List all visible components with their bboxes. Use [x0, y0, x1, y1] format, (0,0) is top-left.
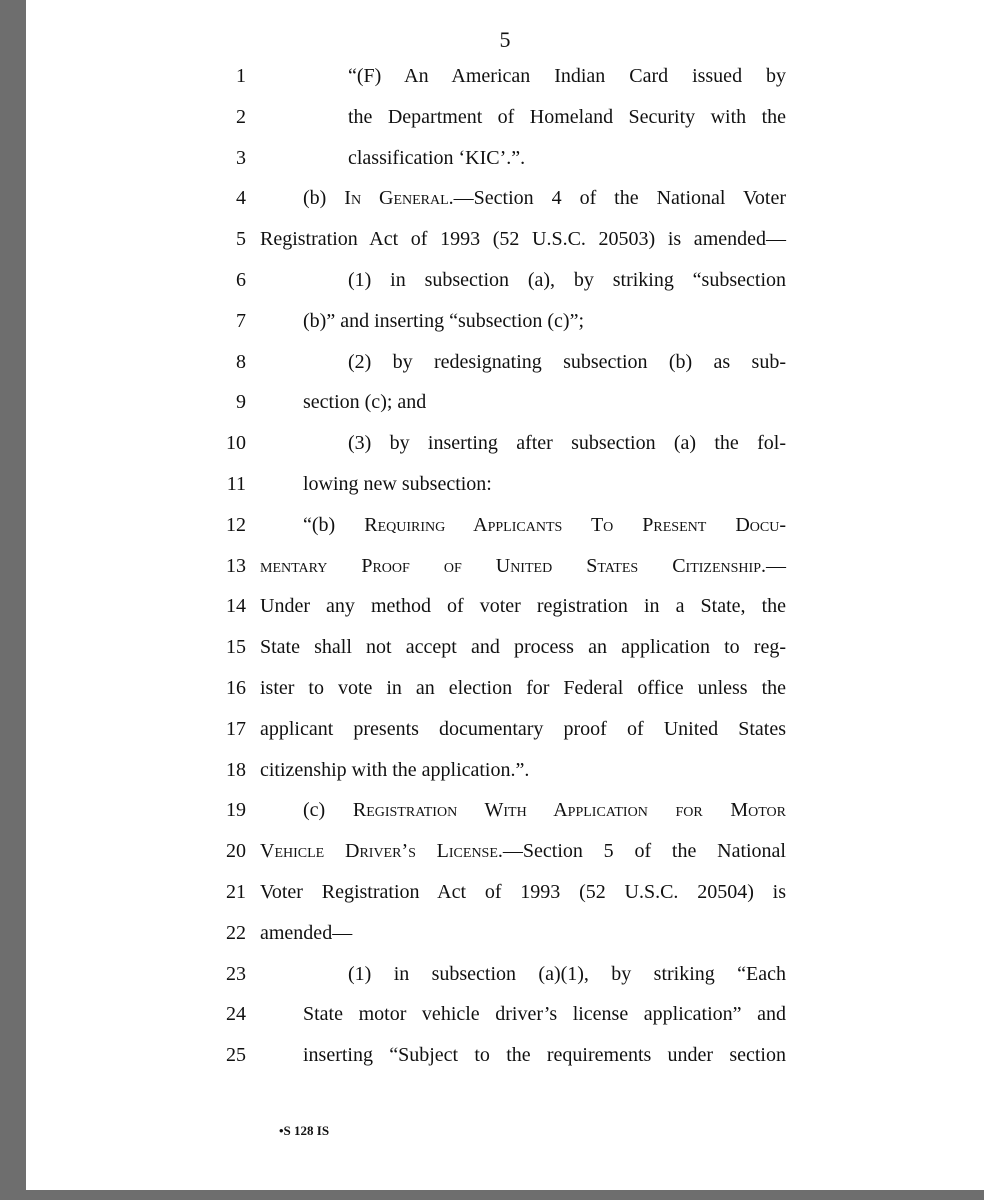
- line-number: 17: [226, 717, 246, 740]
- line-text: State shall not accept and process an application to reg-: [260, 636, 786, 659]
- bill-identifier: •S 128 IS: [279, 1123, 330, 1138]
- bill-line: [0, 878, 984, 919]
- bill-line: [0, 1000, 984, 1041]
- line-number: 22: [226, 921, 246, 944]
- bill-line: [0, 103, 984, 144]
- line-number: 19: [226, 799, 246, 822]
- subsection-heading: In General.: [344, 187, 454, 210]
- line-number: 6: [236, 268, 246, 291]
- line-text: classification ‘KIC’.”.: [348, 146, 526, 169]
- line-text-tail: —Section 4 of the National Voter: [453, 187, 786, 210]
- line-number: 14: [226, 595, 246, 618]
- viewer-frame-bottom: [0, 1190, 984, 1200]
- line-number: 4: [236, 187, 246, 210]
- line-text: inserting “Subject to the requirements under section: [303, 1044, 786, 1067]
- line-number: 16: [226, 676, 246, 699]
- line-text-tail: —: [766, 554, 786, 577]
- line-number: 1: [236, 65, 246, 87]
- subsection-marker: (c): [303, 799, 353, 822]
- line-text: Under any method of voter registration in a State, the: [260, 595, 786, 618]
- line-number: 10: [226, 432, 246, 455]
- bill-line: [0, 592, 984, 633]
- bill-line: [0, 756, 984, 797]
- line-number: 23: [226, 962, 246, 985]
- line-text: (2) by redesignating subsection (b) as sub-: [348, 350, 786, 373]
- page-number: 5: [499, 27, 511, 52]
- bill-line: [0, 388, 984, 429]
- line-text: amended—: [260, 921, 353, 944]
- subsection-heading: Requiring Applicants To Present Docu-: [364, 513, 786, 536]
- bill-line: [0, 62, 984, 103]
- subsection-heading: Registration With Application for Motor: [352, 799, 786, 822]
- bill-line: [0, 919, 984, 960]
- subsection-heading: Vehicle Driver’s License.: [260, 840, 503, 863]
- subsection-heading: mentary Proof of United States Citizenship.: [260, 554, 766, 577]
- subsection-marker: (b): [303, 187, 345, 210]
- line-text: [303, 796, 786, 824]
- line-text: citizenship with the application.”.: [260, 758, 530, 781]
- bill-line: [0, 796, 984, 837]
- line-text: (b)” and inserting “subsection (c)”;: [303, 309, 585, 332]
- line-text: Registration Act of 1993 (52 U.S.C. 20503) is amended—: [260, 228, 786, 251]
- bill-line: [0, 429, 984, 470]
- bill-text: [0, 62, 984, 1082]
- bill-line: [0, 633, 984, 674]
- line-number: 8: [236, 350, 246, 373]
- line-number: 3: [236, 146, 246, 169]
- bill-line: [0, 1041, 984, 1082]
- bill-line: [0, 470, 984, 511]
- bill-line: [0, 511, 984, 552]
- line-text: (1) in subsection (a)(1), by striking “Each: [348, 962, 786, 985]
- line-number: 2: [236, 105, 246, 128]
- line-number: 9: [236, 391, 246, 414]
- line-text: Voter Registration Act of 1993 (52 U.S.C. 20504) is: [260, 880, 786, 903]
- line-number: 21: [226, 880, 246, 903]
- bill-line: [0, 837, 984, 878]
- line-text: section (c); and: [303, 391, 427, 414]
- line-text: “(F) An American Indian Card issued by: [348, 65, 786, 87]
- bill-line: [0, 307, 984, 348]
- line-text: [260, 552, 786, 580]
- bill-line: [0, 552, 984, 593]
- line-number: 18: [226, 758, 246, 781]
- bill-line: [0, 715, 984, 756]
- line-number: 5: [236, 228, 246, 251]
- line-number: 7: [236, 309, 246, 332]
- bill-line: [0, 348, 984, 389]
- line-text: applicant presents documentary proof of United States: [260, 717, 786, 740]
- bill-line: [0, 225, 984, 266]
- line-text: State motor vehicle driver’s license application” and: [303, 1003, 786, 1026]
- line-text: (3) by inserting after subsection (a) the fol-: [348, 432, 786, 455]
- line-number: 24: [226, 1003, 246, 1026]
- line-text: [303, 511, 786, 539]
- bill-line: [0, 184, 984, 225]
- line-number: 15: [226, 636, 246, 659]
- line-number: 11: [226, 472, 246, 495]
- line-text: the Department of Homeland Security with the: [348, 105, 786, 128]
- line-text: (1) in subsection (a), by striking “subsection: [348, 268, 786, 291]
- subsection-marker: “(b): [303, 513, 365, 536]
- bill-line: [0, 960, 984, 1001]
- line-text: lowing new subsection:: [303, 472, 492, 495]
- bill-line: [0, 674, 984, 715]
- line-number: 12: [226, 513, 246, 536]
- line-text: ister to vote in an election for Federal office unless the: [260, 676, 786, 699]
- line-number: 13: [226, 554, 246, 577]
- bill-line: [0, 144, 984, 185]
- line-text: [303, 184, 786, 212]
- line-text: [260, 837, 786, 865]
- line-text-tail: —Section 5 of the National: [502, 840, 786, 863]
- line-number: 25: [226, 1044, 246, 1067]
- bill-line: [0, 266, 984, 307]
- line-number: 20: [226, 840, 246, 863]
